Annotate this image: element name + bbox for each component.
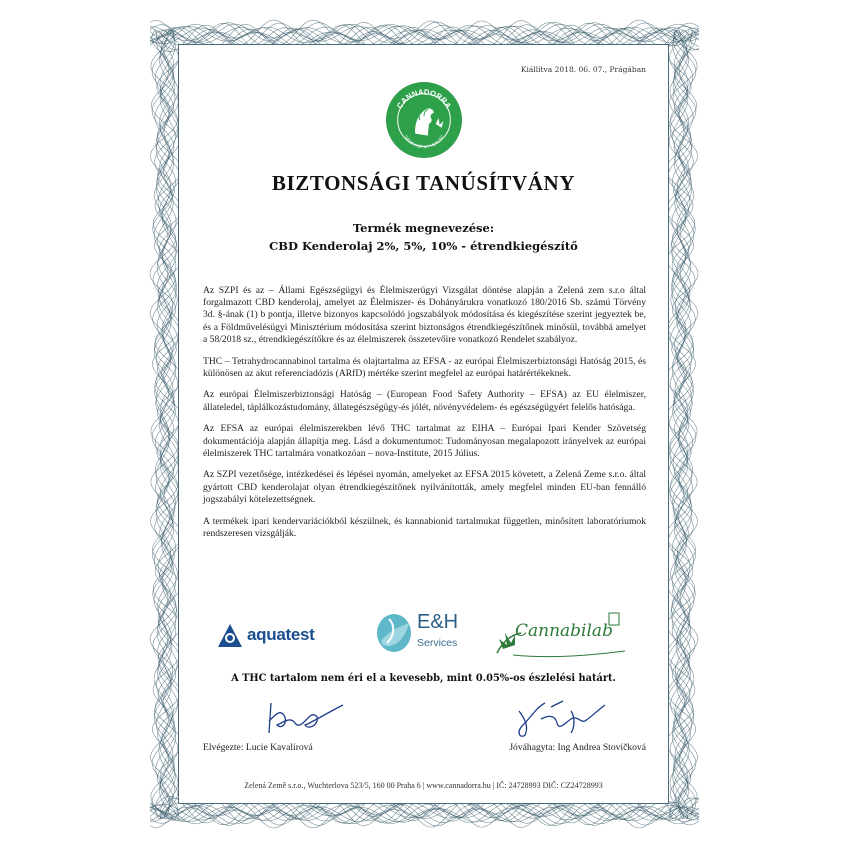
certificate-title: BIZTONSÁGI TANÚSÍTVÁNY [271,171,576,195]
signature-left [251,695,361,741]
cannabilab-name: Cannabilab [515,621,613,641]
eh-name: E&H [417,611,459,633]
aquatest-name: aquatest [247,625,315,644]
cannabilab-logo [493,611,633,661]
thc-statement: A THC tartalom nem éri el a kevesebb, mint 0.05%-os észlelési határt. [231,673,616,684]
paragraph: A termékek ipari kendervariációkból készülnek, és kannabionid tartalmukat független, minősített laboratóriumok rendszeresen vizsgálják. [203,515,646,539]
eh-subtitle: Services [417,637,458,649]
paragraph: Az SZPI vezetősége, intézkedései és lépései nyomán, amelyeket az EFSA 2015 követett, a Zelená Zeme s.r.o. által gyártott CBD kenderolajat olyan étrendkiegészítőnek nyilvánították, amely megfelel minden EU-ban fennálló jogszabályi kötelezettségnek. [203,469,646,505]
product-name: CBD Kenderolaj 2%, 5%, 10% - étrendkiegészítő [269,239,578,253]
signature-left-caption: Elvégezte: Lucie Kavalírová [203,742,313,753]
partner-logos [217,611,630,663]
aquatest-logo [217,623,355,653]
paragraph: Az európai Élelmiszerbiztonsági Hatóság – (European Food Safety Authority – EFSA) az EU élelmiszer, állateledel, táplálkozástudomány, állategészségügy-és jólét, növényvédelem- és egészségügyért felelős hatósága. [203,389,646,413]
aquatest-icon [217,623,243,649]
issue-date: Kiállítva 2018. 06. 07., Prágában [520,65,646,74]
logo-brand: CANNADORRA [394,87,454,111]
cannadorra-logo [385,81,463,159]
paragraph: Az SZPI és az – Állami Egészségügyi és Élelmiszerügyi Vizsgálat döntése alapján a Zelená zem s.r.o által forgalmazott CBD kenderolaj, amelyet az Élelmiszer- és Dohányárukra vonatkozó 180/2016 Sb. számú Törvény 3d. §-ának (1) b pontja, illetve bizonyos kapcsolódó jogszabályok módosítása és kiegészítése szerint jegyeztek be, és a Földművelésügyi Minisztérium módosítása szerint biztonságos étrendkiegészítőnek minősül, továbbá amelyet a 58/2018 sz., étrendkiegészítőkre és az élelmiszerek összetevőire vonatkozó Rendelet szabályoz. [203,285,646,345]
eh-services-logo [375,611,485,659]
company-footer: Zelená Země s.r.o., Wuchterlova 523/5, 160 00 Praha 6 | www.cannadorra.hu | IČ: 24728993 DIČ: CZ24728993 [244,781,603,790]
logo-tagline: "HEMP FOR MY HEALTH" [403,134,445,150]
signature-right [501,693,631,743]
paragraph: THC – Tetrahydrocannabinol tartalma és olajtartalma az EFSA - az európai Élelmiszerbiztonsági Hatóság 2015, és különösen az akut referenciadózis (ARfD) mértéke szerint megfelel az európai határértékeknek. [203,355,646,379]
paragraph: Az EFSA az európai élelmiszerekben lévő THC tartalmat az EIHA – Európai Ipari Kender Szövetség dokumentációja alapján állapítja meg. Lásd a dokumentumot: Tudományosan megalapozott irányelvek az európai élelmiszerek THC tartalmára vonatkozóan – nova-Institute, 2015 Július. [203,423,646,459]
certificate-body [203,285,646,549]
signature-right-caption: Jóváhagyta: Ing Andrea Stovíčková [509,742,646,753]
eh-drop-icon [375,613,413,653]
certificate-sheet [178,44,669,804]
product-label: Termék megnevezése: [352,221,495,235]
